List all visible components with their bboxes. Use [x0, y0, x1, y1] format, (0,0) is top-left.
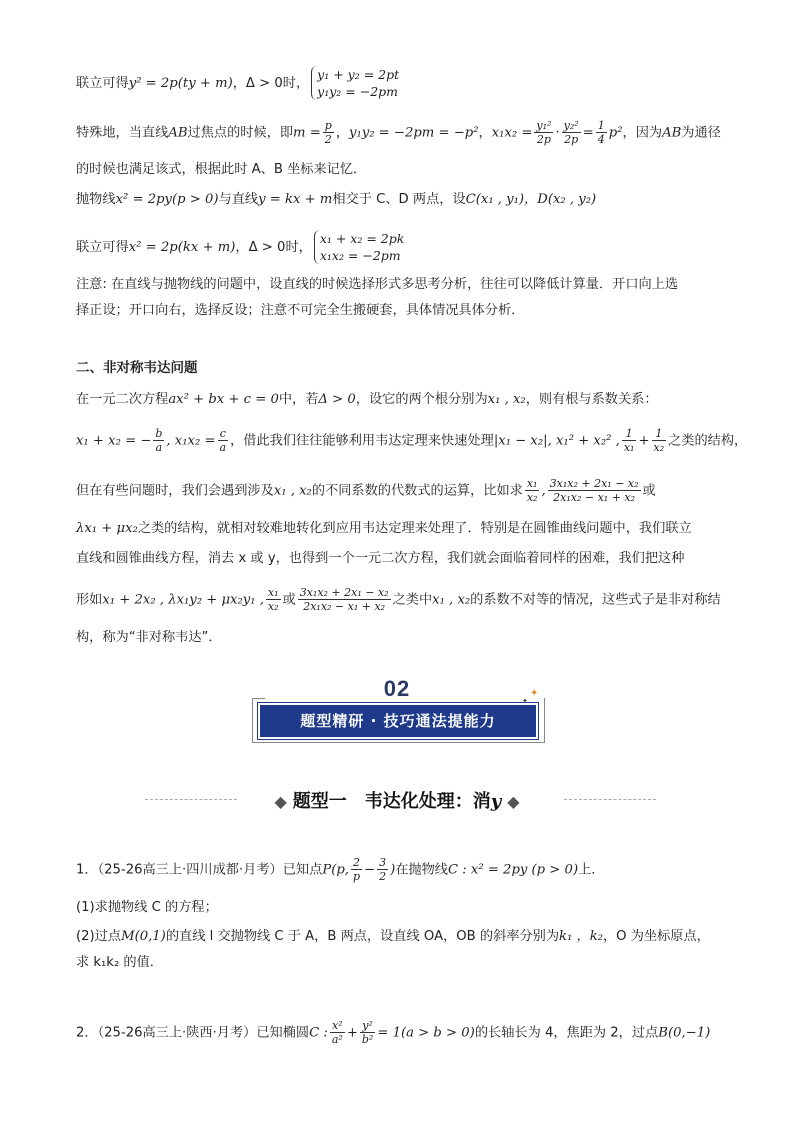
fraction: $\frac{\text{3x₁x₂ + 2x₁ − x₂}}{\text{2x₁x₂ − x₁ + x₂}}$: [299, 586, 389, 613]
question-2-stem: 2．（25-26高三上·陕西·月考）已知椭圆C : $\frac{\text{x²}}{\text{a²}}$ + $\frac{\text{y²}}{\text{b²}}$ = 1(a > b > 0)的长轴长为 4，焦距为 2，过点B(0,−1): [76, 1019, 711, 1046]
fraction: $\frac{3}{2}$: [379, 856, 387, 883]
line-memory-note: 的时候也满足该式，根据此时 A、B 坐标来记忆．: [76, 162, 367, 177]
note-line-2: 择正设；开口向右，选择反设；注意不可完全生搬硬套，具体情况具体分析．: [76, 303, 525, 318]
note-line-1: 注意: 在直线与抛物线的问题中，设直线的时候选择形式多思考分析，往往可以降低计算量．开口向上选: [76, 277, 679, 292]
fraction: $\frac{1}{\text{x₂}}$: [653, 427, 665, 454]
diamond-icon: ◆: [274, 792, 287, 811]
question-1-part-2: (2)过点M(0,1)的直线 l 交抛物线 C 于 A，B 两点，设直线 OA，OB 的斜率分别为k₁ ，k₂，O 为坐标原点，: [76, 929, 710, 944]
fraction: $\frac{c}{a}$: [219, 427, 227, 454]
text: ，Δ > 0时，: [232, 76, 310, 91]
question-1-stem: 1．（25-26高三上·四川成都·月考）已知点P(p, $\frac{2}{p}$ − $\frac{3}{2}$ )在抛物线C : x² = 2py (p > 0)上．: [76, 856, 605, 883]
fraction: $\frac{1}{\text{x₁}}$: [623, 427, 635, 454]
line-nonsym-5: 构，称为“非对称韦达”．: [76, 630, 222, 645]
line-nonsym-2: λx₁ + μx₂之类的结构，就相对较难地转化到应用韦达定理来处理了．特别是在圆锥曲线问题中，我们联立: [76, 521, 692, 536]
question-type-title: ◆ 题型一 韦达化处理：消y ◆: [274, 791, 520, 812]
fraction: $\frac{b}{a}$: [155, 427, 163, 454]
text: 联立可得: [76, 76, 129, 91]
equation-system: y₁ + y₂ = 2pt y₁y₂ = −2pm: [311, 66, 399, 100]
badge-number: 02: [383, 676, 411, 701]
equation: y² = 2p(ty + m): [128, 76, 233, 91]
line-nonsym-4: 形如x₁ + 2x₂ , λx₁y₂ + μx₂y₁ , $\frac{\text{x₁}}{\text{x₂}}$ 或 $\frac{\text{3x₁x₂ + 2x₁ − x₂}}{\text{2x₁x₂ − x₁ + x₂}}$ 之类中x₁ , x₂的系数不对等的情况，这些式子是非对称结: [76, 586, 721, 613]
line-parabola-x: 抛物线x² = 2py(p > 0)与直线y = kx + m相交于 C、D 两点，设C(x₁ , y₁)，D(x₂ , y₂): [76, 192, 597, 207]
fraction: $\frac{\text{3x₁x₂ + 2x₁ − x₂}}{\text{2x₁x₂ − x₁ + x₂}}$: [549, 477, 639, 504]
fraction: $\frac{p}{2}$: [324, 119, 332, 146]
section-heading: 二、非对称韦达问题: [76, 360, 198, 376]
fraction: $\frac{\text{x₁}}{\text{x₂}}$: [267, 586, 279, 613]
line-special-case: 特殊地，当直线AB过焦点的时候，即m = $\frac{p}{2}$ ，y₁y₂ = −2pm = −p²，x₁x₂ = $\frac{\text{y₁²}}{2p}$ · $\frac{\text{y₂²}}{2p}$ = $\frac{1}{4}$ p²，因为AB为通径: [76, 119, 721, 146]
sparkle-icon: ✦: [530, 688, 539, 699]
line-nonsym-intro: 但在有些问题时，我们会遇到涉及x₁ , x₂的不同系数的代数式的运算，比如求 $\frac{\text{x₁}}{\text{x₂}}$ , $\frac{\text{3x₁x₂ + 2x₁ − x₂}}{\text{2x₁x₂ − x₁ + x₂}}$ 或: [76, 477, 656, 504]
line-joint-parabola-y: [76, 66, 726, 100]
sparkle-icon: ✦: [522, 697, 528, 705]
line-joint-parabola-x: 联立可得x² = 2p(kx + m)，Δ > 0时， x₁ + x₂ = 2pk x₁x₂ = −2pm: [76, 231, 405, 263]
line-vieta: x₁ + x₂ = − $\frac{b}{a}$ , x₁x₂ = $\frac{c}{a}$ ，借此我们往往能够利用韦达定理来快速处理|x₁ − x₂|, x₁² + x₂² , $\frac{1}{\text{x₁}}$ + $\frac{1}{\text{x₂}}$ 之类的结构，: [76, 427, 748, 454]
fraction: $\frac{\text{y₂²}}{2p}$: [563, 119, 579, 146]
diamond-icon: ◆: [507, 792, 520, 811]
line-quadratic: 在一元二次方程ax² + bx + c = 0中，若Δ > 0，设它的两个根分别为x₁ , x₂，则有根与系数关系：: [76, 392, 658, 407]
line-nonsym-3: 直线和圆锥曲线方程，消去 x 或 y，也得到一个一元二次方程，我们就会面临着同样的困难，我们把这种: [76, 551, 685, 566]
question-1-part-1: (1)求抛物线 C 的方程；: [76, 900, 218, 915]
fraction: $\frac{\text{y₁²}}{2p}$: [536, 119, 552, 146]
equation-system: x₁ + x₂ = 2pk x₁x₂ = −2pm: [314, 230, 405, 264]
question-1-part-2-cont: 求 k₁k₂ 的值．: [76, 955, 163, 970]
fraction: $\frac{\text{y²}}{\text{b²}}$: [361, 1019, 374, 1046]
badge-label: 题型精研 · 技巧通法提能力: [258, 703, 538, 739]
fraction: $\frac{\text{x²}}{\text{a²}}$: [331, 1019, 343, 1046]
fraction: $\frac{1}{4}$: [597, 119, 605, 146]
fraction: $\frac{\text{x₁}}{\text{x₂}}$: [526, 477, 538, 504]
fraction: $\frac{2}{p}$: [352, 856, 361, 883]
